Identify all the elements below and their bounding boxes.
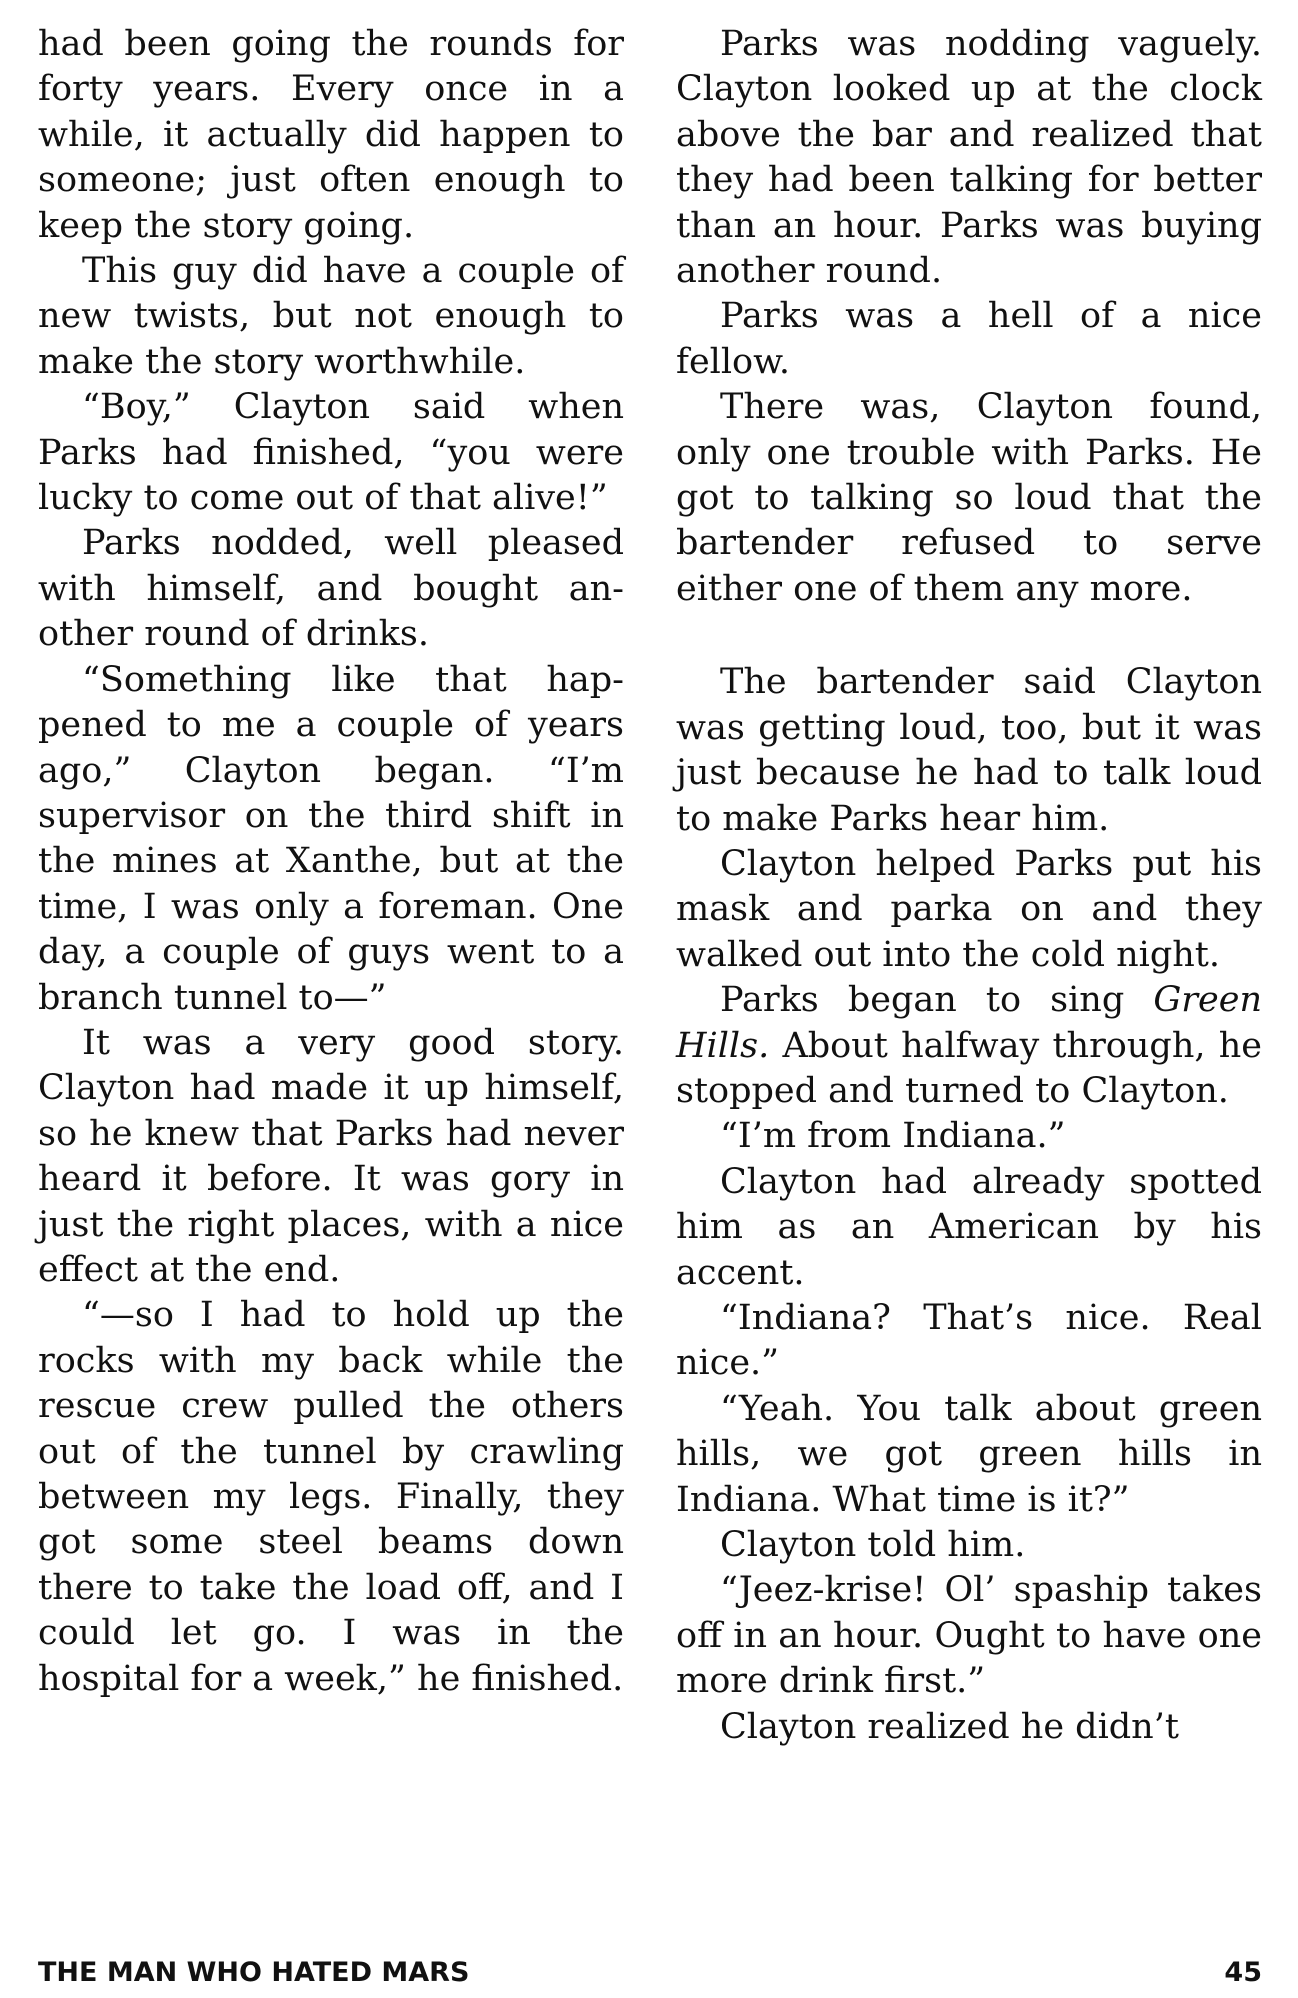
paragraph: “—so I had to hold up the rocks with my back while the rescue crew pulled the others out of the tunnel by crawling between my legs. Finally, they got some steel beams down there to take the load off, and I could let go. I was in the hospital for a week,” he finished. bbox=[38, 1295, 624, 1699]
paragraph: Clayton had already spotted him as an American by his accent. bbox=[676, 1161, 1262, 1293]
paragraph-text: About halfway through, he stopped and turned to Clayton. bbox=[676, 1025, 1262, 1111]
paragraph: Clayton told him. bbox=[720, 1525, 1026, 1565]
paragraph: The bartender said Clayton was getting loud, too, but it was just because he had to talk loud to make Parks hear him. bbox=[676, 662, 1262, 839]
page-number: 45 bbox=[1224, 1956, 1262, 1988]
paragraph: “Boy,” Clayton said when Parks had finished, “you were lucky to come out of that alive!” bbox=[38, 387, 624, 519]
paragraph: Parks was nodding vaguely. Clayton looked up at the clock above the bar and realized that they had been talking for better than an hour. Parks was buying another round. bbox=[676, 24, 1262, 292]
paragraph: “Jeez-krise! Ol’ spaship takes off in an hour. Ought to have one more drink first.” bbox=[676, 1570, 1262, 1702]
paragraph-text: Parks began to sing bbox=[720, 980, 1154, 1021]
running-title: THE MAN WHO HATED MARS bbox=[38, 1956, 470, 1988]
paragraph: had been going the rounds for forty years. Every once in a while, it actually did happen to someone; just often enough to keep the story going. bbox=[38, 24, 624, 246]
text-column-right bbox=[676, 22, 1262, 1750]
paragraph: “Something like that happened to me a couple of years ago,” Clayton began. “I’m supervisor on the third shift in the mines at Xanthe, but at the time, I was only a foreman. One day, a couple of guys went to a branch tunnel to—” bbox=[38, 659, 624, 1018]
paragraph: Clayton helped Parks put his mask and parka on and they walked out into the cold night. bbox=[676, 843, 1262, 975]
paragraph: It was a very good story. Clayton had made it up himself, so he knew that Parks had never heard it before. It was gory in just the right places, with a nice effect at the end. bbox=[38, 1022, 624, 1290]
text-column-left bbox=[38, 22, 624, 1702]
paragraph: “I’m from Indiana.” bbox=[720, 1116, 1066, 1157]
paragraph: This guy did have a couple of new twists, but not enough to make the story worthwhile. bbox=[38, 251, 624, 382]
paragraph bbox=[676, 978, 1262, 1114]
paragraph: Parks nodded, well pleased with himself, and bought another round of drinks. bbox=[38, 523, 624, 655]
paragraph: Clayton realized he didn’t bbox=[720, 1706, 1179, 1747]
song-title: Green Hills. bbox=[676, 980, 1262, 1066]
paragraph: Parks was a hell of a nice fellow. bbox=[676, 296, 1262, 382]
paragraph: “Yeah. You talk about green hills, we got green hills in Indiana. What time is it?” bbox=[676, 1388, 1262, 1520]
paragraph: There was, Clayton found, only one trouble with Parks. He got to talking so loud that the bartender refused to serve either one of them any more. bbox=[676, 387, 1262, 609]
paragraph: “Indiana? That’s nice. Real nice.” bbox=[676, 1297, 1262, 1384]
page-footer bbox=[38, 1952, 1262, 1992]
